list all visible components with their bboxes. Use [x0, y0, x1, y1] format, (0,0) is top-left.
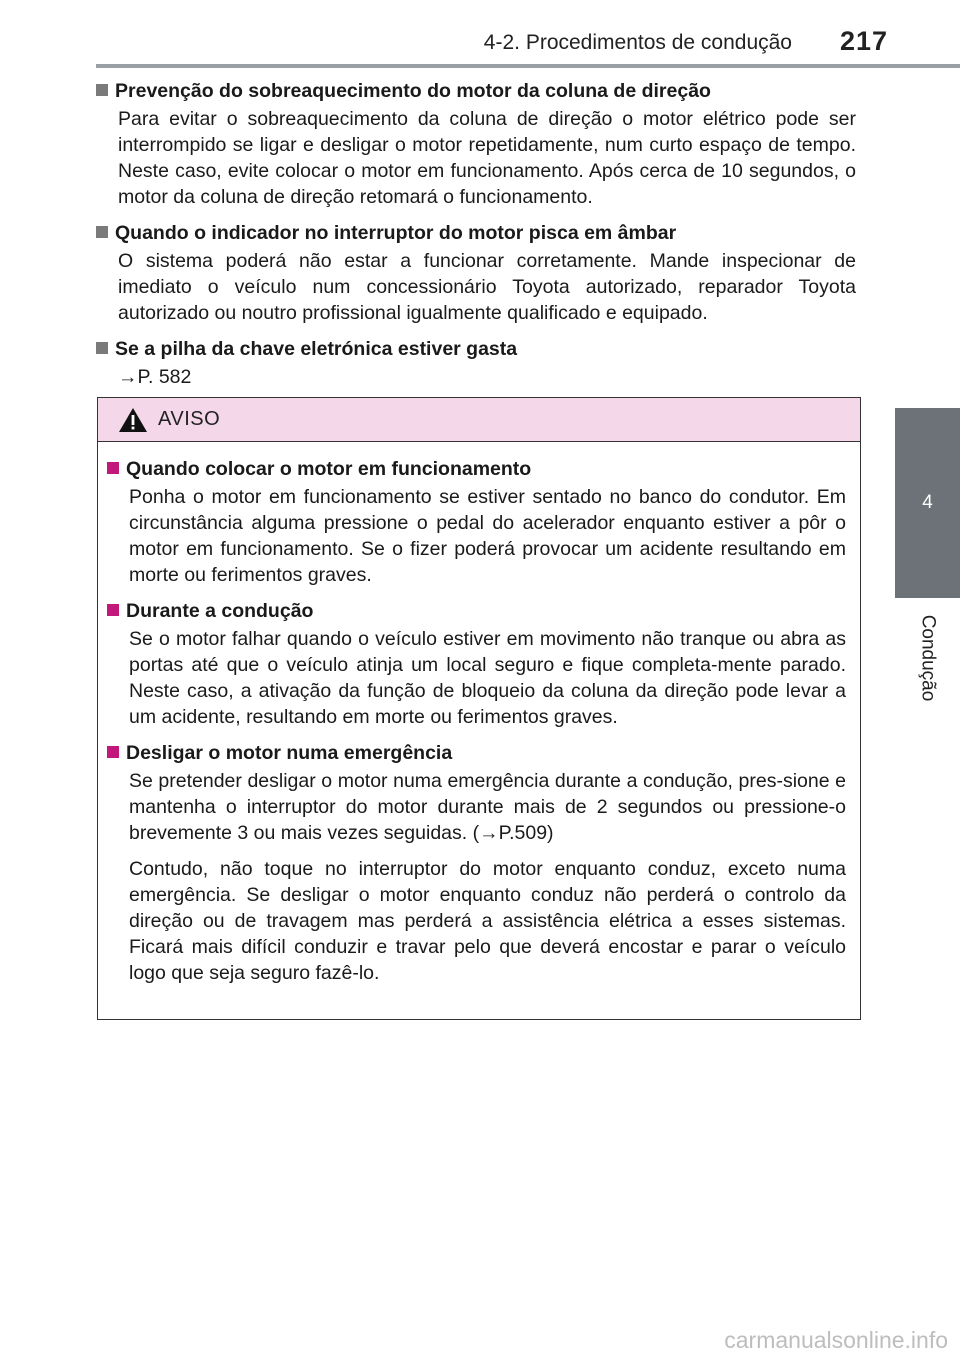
- square-bullet-icon: [107, 462, 119, 474]
- page-header: [0, 0, 960, 62]
- section-title: Prevenção do sobreaquecimento do motor da coluna de direção: [115, 80, 711, 102]
- square-bullet-icon: [96, 342, 108, 354]
- header-section-title: 4-2. Procedimentos de condução: [483, 31, 792, 54]
- warning-item-body: Se pretender desligar o motor numa emergência durante a condução, pres-sione e mantenha o interruptor do motor durante mais de 2 segundos ou pressione-o brevemente 3 ou mais vezes seguidas. (→P.509): [129, 770, 846, 844]
- warning-header: [98, 398, 860, 442]
- page-number: 217: [839, 26, 888, 56]
- section-body: O sistema poderá não estar a funcionar corretamente. Mande inspecionar de imediato o veículo num concessionário Toyota autorizado, reparador Toyota autorizado ou noutro profissional igualmente qualificado e equipado.: [118, 250, 856, 324]
- square-bullet-icon: [96, 84, 108, 96]
- warning-item-title: Quando colocar o motor em funcionamento: [126, 458, 532, 480]
- warning-box: [97, 397, 861, 1020]
- warning-item-title: Durante a condução: [126, 600, 314, 622]
- header-divider: [96, 64, 960, 68]
- square-bullet-icon: [96, 226, 108, 238]
- warning-title: AVISO: [158, 408, 221, 430]
- section-key-battery: [96, 336, 856, 390]
- warning-item-emergency: [107, 740, 846, 986]
- warning-item-body: Ponha o motor em funcionamento se estiver sentado no banco do condutor. Em circunstância alguma pressione o pedal do acelerador enquanto estiver a pôr o motor em funcionamento. Se o fizer poderá provocar um acidente resultando em morte ou ferimentos graves.: [129, 486, 846, 586]
- main-content: [96, 78, 856, 400]
- warning-item-starting: [107, 456, 846, 588]
- page-reference-link[interactable]: →P. 582: [118, 366, 192, 388]
- warning-item-body: Contudo, não toque no interruptor do motor enquanto conduz, exceto numa emergência. Se desligar o motor enquanto conduz não perderá o controlo da direção ou de travagem mas perderá a assistência elétrica a esses sistemas. Ficará mais difícil conduzir e travar pelo que deverá encostar e parar o veículo logo que seja seguro fazê-lo.: [129, 858, 846, 984]
- watermark: carmanualsonline.info: [724, 1327, 948, 1353]
- section-title: Quando o indicador no interruptor do motor pisca em âmbar: [115, 222, 677, 244]
- warning-item-body: Se o motor falhar quando o veículo estiver em movimento não tranque ou abra as portas até que o veículo atinja um local seguro e fique completa-mente parado. Neste caso, a ativação da função de bloqueio da coluna da direção pode levar a um acidente, resultando em morte ou ferimentos graves.: [129, 628, 846, 728]
- warning-item-title: Desligar o motor numa emergência: [126, 742, 453, 764]
- warning-item-driving: [107, 598, 846, 730]
- section-body: Para evitar o sobreaquecimento da coluna de direção o motor elétrico pode ser interrompido se ligar e desligar o motor repetidamente, num curto espaço de tempo. Neste caso, evite colocar o motor em funcionamento. Após cerca de 10 segundos, o motor da coluna de direção retomará o funcionamento.: [118, 108, 856, 208]
- chapter-tab[interactable]: [895, 408, 960, 598]
- chapter-label: [895, 598, 960, 718]
- warning-body: [98, 442, 860, 986]
- section-title: Se a pilha da chave eletrónica estiver gasta: [115, 338, 518, 360]
- warning-triangle-icon: [118, 407, 148, 433]
- chapter-number: 4: [922, 492, 933, 513]
- square-bullet-icon: [107, 746, 119, 758]
- section-indicator-amber: [96, 220, 856, 326]
- section-steering-overheat: [96, 78, 856, 210]
- chapter-name: Condução: [917, 614, 939, 702]
- square-bullet-icon: [107, 604, 119, 616]
